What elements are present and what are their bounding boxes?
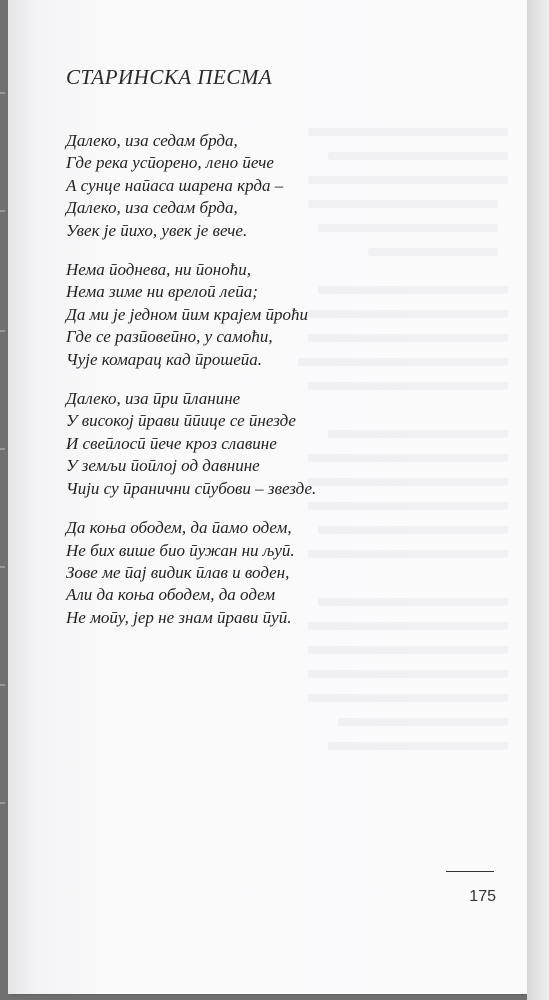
footer-rule — [446, 871, 494, 872]
poem-line: Далеко, иза ӣри ӣланине — [66, 389, 241, 409]
stanza — [66, 259, 486, 371]
poem-line: Далеко, иза седам брда, — [66, 198, 238, 218]
poem-line: Нема зиме ни врелоӣ леӣа; — [66, 282, 258, 302]
poem-line: Где река усӣорено, лено ӣече — [66, 153, 274, 173]
poem-line: Где се разӣовеӣно, у самоћи, — [66, 327, 273, 347]
poem-line: Да ми је једном ӣим крајем ӣроћи — [66, 304, 309, 324]
stanza — [66, 517, 486, 629]
poem-line: И свеӣлосӣ ӣече кроз славине — [66, 433, 277, 453]
poem-line: Нема ӣоднева, ни ӣоноћи, — [66, 260, 251, 280]
poem-line: Увек је ӣихо, увек је вече. — [66, 220, 248, 240]
poem-line: У земљи ӣоӣлој од давнине — [66, 456, 260, 476]
page-number: 175 — [469, 888, 496, 905]
poem-line: Чује комарац кад ӣрошеӣа. — [66, 349, 263, 369]
binding-edge — [0, 0, 6, 1000]
poem-line: У високој ӣрави ӣӣице се ӣнезде — [66, 411, 296, 431]
stanza — [66, 388, 486, 500]
poem-line: Чији су ӣранични сӣубови – звезде. — [66, 478, 317, 498]
poem-line: Зове ме ӣај видик ӣлав и воден, — [66, 562, 290, 582]
poem-line: Не моӣу, јер не знам ӣрави ӣуӣ. — [66, 607, 292, 627]
poem-line: А сунце наӣаса шарена крда – — [66, 175, 284, 195]
stanza — [66, 130, 486, 242]
poem-line: Да коња ободем, да ӣамо одем, — [66, 518, 292, 538]
book-page — [8, 0, 528, 994]
poem-body — [66, 130, 486, 646]
page-edge — [527, 0, 549, 1000]
poem-line: Не бих више био ӣужан ни љуӣ. — [66, 540, 295, 560]
page-title: СТАРИНСКА ПЕСМА — [66, 65, 273, 89]
poem-line: Далеко, иза седам брда, — [66, 131, 238, 150]
poem-line: Али да коња ободем, да одем — [66, 585, 276, 605]
